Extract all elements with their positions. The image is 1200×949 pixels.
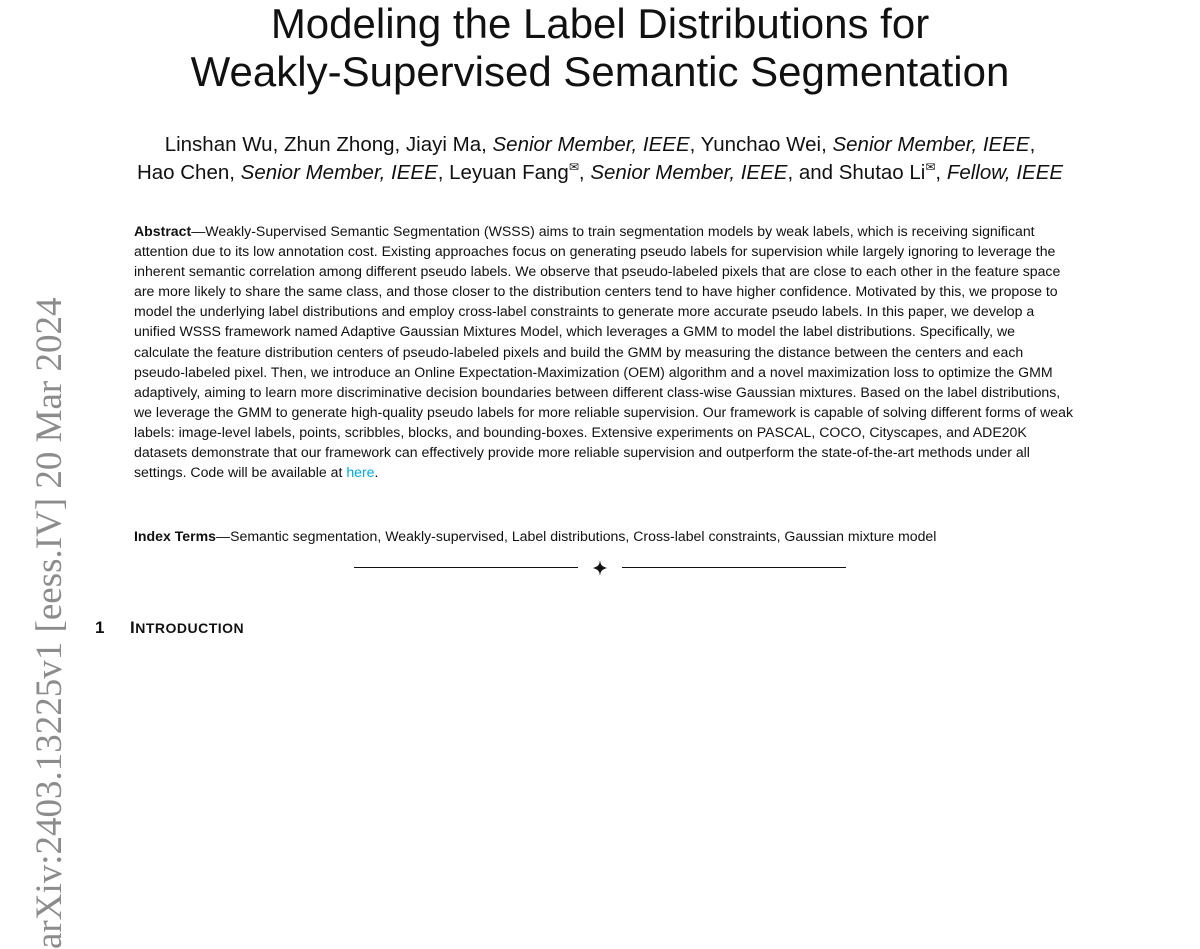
author-names: Linshan Wu, Zhun Zhong, Jiayi Ma, bbox=[165, 133, 493, 156]
author-membership: Senior Member, IEEE bbox=[241, 161, 438, 184]
author-names: , bbox=[579, 161, 590, 184]
section-divider bbox=[354, 557, 846, 579]
author-names: , Yunchao Wei, bbox=[690, 133, 833, 156]
section-number: 1 bbox=[95, 616, 130, 640]
abstract-end: . bbox=[375, 464, 379, 480]
author-names: , bbox=[1030, 133, 1036, 156]
paper-title-line-2: Weakly-Supervised Semantic Segmentation bbox=[0, 48, 1200, 96]
author-names: , bbox=[935, 161, 946, 184]
author-membership: Fellow, IEEE bbox=[947, 161, 1063, 184]
code-link[interactable]: here bbox=[346, 464, 374, 480]
abstract bbox=[134, 221, 1074, 482]
paper-title-line-1: Modeling the Label Distributions for bbox=[0, 0, 1200, 48]
author-names: Hao Chen, bbox=[137, 161, 241, 184]
arxiv-stamp: arXiv:2403.13225v1 [eess.IV] 20 Mar 2024 bbox=[30, 298, 70, 949]
diamond-star-icon bbox=[590, 557, 610, 579]
divider-rule-left bbox=[354, 567, 578, 568]
corresponding-author-icon: ✉ bbox=[925, 160, 935, 174]
divider-rule-right bbox=[622, 567, 846, 568]
abstract-body: —Weakly-Supervised Semantic Segmentation (WSSS) aims to train segmentation models by weak labels, which is receiving significant attention due to its low annotation cost. Existing approaches focus on generating pseudo labels for supervision while largely ignoring to leverage the inherent semantic correlation among different pseudo labels. We observe that pseudo-labeled pixels that are close to each other in the feature space are more likely to share the same class, and those closer to the distribution centers tend to have higher confidence. Motivated by this, we propose to model the underlying label distributions and employ cross-label constraints to generate more accurate pseudo labels. In this paper, we develop a unified WSSS framework named Adaptive Gaussian Mixtures Model, which leverages a GMM to model the label distributions. Specifically, we calculate the feature distribution centers of pseudo-labeled pixels and build the GMM by measuring the distance between the centers and each pseudo-labeled pixel. Then, we introduce an Online Expectation-Maximization (OEM) algorithm and a novel maximization loss to optimize the GMM adaptively, aiming to learn more discriminative decision boundaries between different class-wise Gaussian mixtures. Based on the label distributions, we leverage the GMM to generate high-quality pseudo labels for more reliable supervision. Our framework is capable of solving different forms of weak labels: image-level labels, points, scribbles, blocks, and bounding-boxes. Extensive experiments on PASCAL, COCO, Cityscapes, and ADE20K datasets demonstrate that our framework can effectively provide more reliable supervision and outperform the state-of-the-art methods under all settings. Code will be available at bbox=[134, 223, 1073, 480]
corresponding-author-icon: ✉ bbox=[569, 160, 579, 174]
section-title: INTRODUCTION bbox=[130, 618, 244, 637]
author-list bbox=[0, 131, 1200, 187]
abstract-heading: Abstract bbox=[134, 223, 191, 239]
author-names: , Leyuan Fang bbox=[438, 161, 569, 184]
section-heading bbox=[95, 616, 244, 640]
author-line-1 bbox=[0, 131, 1200, 159]
index-terms-body: —Semantic segmentation, Weakly-supervised, Label distributions, Cross-label constraints, Gaussian mixture model bbox=[216, 528, 936, 544]
author-membership: Senior Member, IEEE bbox=[590, 161, 787, 184]
author-names: , and Shutao Li bbox=[787, 161, 925, 184]
index-terms bbox=[134, 526, 1074, 546]
author-membership: Senior Member, IEEE bbox=[832, 133, 1029, 156]
index-terms-heading: Index Terms bbox=[134, 528, 216, 544]
paper-title bbox=[0, 0, 1200, 96]
author-membership: Senior Member, IEEE bbox=[493, 133, 690, 156]
author-line-2 bbox=[0, 159, 1200, 187]
